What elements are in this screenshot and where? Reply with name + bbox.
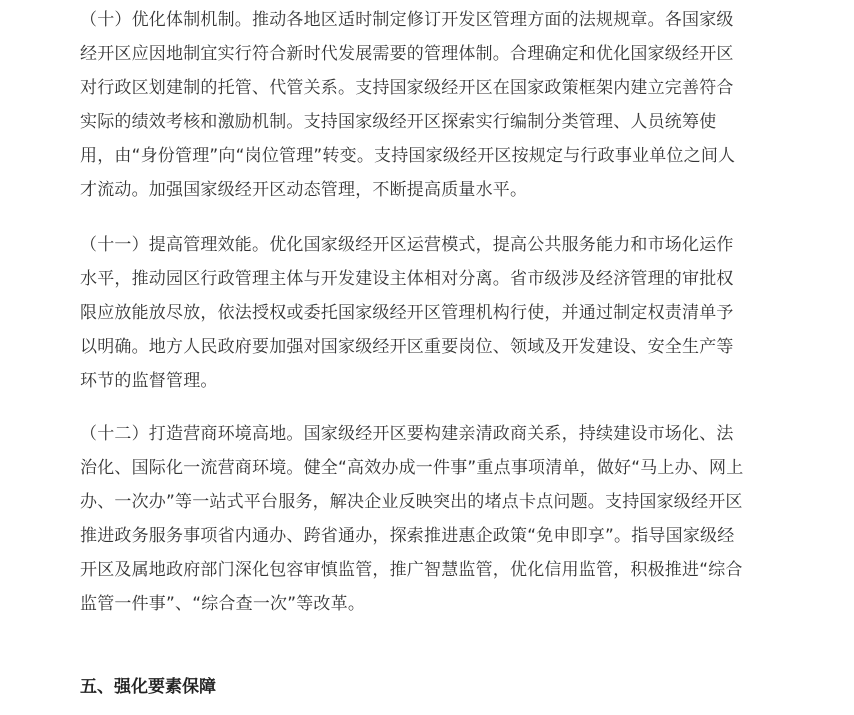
paragraph-line: 才流动。加强国家级经开区动态管理，不断提高质量水平。 [80, 180, 528, 200]
paragraph-11-improve-management-efficiency [80, 228, 760, 398]
paragraph-line: （十）优化体制机制。推动各地区适时制定修订开发区管理方面的法规规章。各国家级 [80, 10, 734, 30]
paragraph-line: （十一）提高管理效能。优化国家级经开区运营模式，提高公共服务能力和市场化运作 [80, 235, 734, 255]
paragraph-line: 监管一件事”、“综合查一次”等改革。 [80, 594, 366, 614]
paragraph-line: 办、一次办”等一站式平台服务，解决企业反映突出的堵点卡点问题。支持国家级经开区 [80, 492, 743, 512]
paragraph-line: 推进政务服务事项省内通办、跨省通办，探索推进惠企政策“免申即享”。指导国家级经 [80, 526, 735, 546]
paragraph-line: 经开区应因地制宜实行符合新时代发展需要的管理体制。合理确定和优化国家级经开区 [80, 44, 734, 64]
paragraph-12-business-environment [80, 417, 760, 621]
paragraph-line: 治化、国际化一流营商环境。健全“高效办成一件事”重点事项清单，做好“马上办、网上 [80, 458, 744, 478]
paragraph-line: 实际的绩效考核和激励机制。支持国家级经开区探索实行编制分类管理、人员统筹使 [80, 112, 717, 132]
paragraph-line: （十二）打造营商环境高地。国家级经开区要构建亲清政商关系，持续建设市场化、法 [80, 424, 734, 444]
paragraph-10-optimize-institutional-mechanism [80, 3, 760, 207]
paragraph-line: 开区及属地政府部门深化包容审慎监管，推广智慧监管，优化信用监管，积极推进“综合 [80, 560, 743, 580]
paragraph-line: 用，由“身份管理”向“岗位管理”转变。支持国家级经开区按规定与行政事业单位之间人 [80, 146, 736, 166]
paragraph-line: 以明确。地方人民政府要加强对国家级经开区重要岗位、领域及开发建设、安全生产等 [80, 337, 734, 357]
section-heading: 五、强化要素保障 [80, 677, 216, 697]
paragraph-line: 对行政区划建制的托管、代管关系。支持国家级经开区在国家政策框架内建立完善符合 [80, 78, 734, 98]
paragraph-line: 水平，推动园区行政管理主体与开发建设主体相对分离。省市级涉及经济管理的审批权 [80, 269, 734, 289]
paragraph-line: 环节的监督管理。 [80, 371, 218, 391]
paragraph-line: 限应放能放尽放，依法授权或委托国家级经开区管理机构行使，并通过制定权责清单予 [80, 303, 734, 323]
